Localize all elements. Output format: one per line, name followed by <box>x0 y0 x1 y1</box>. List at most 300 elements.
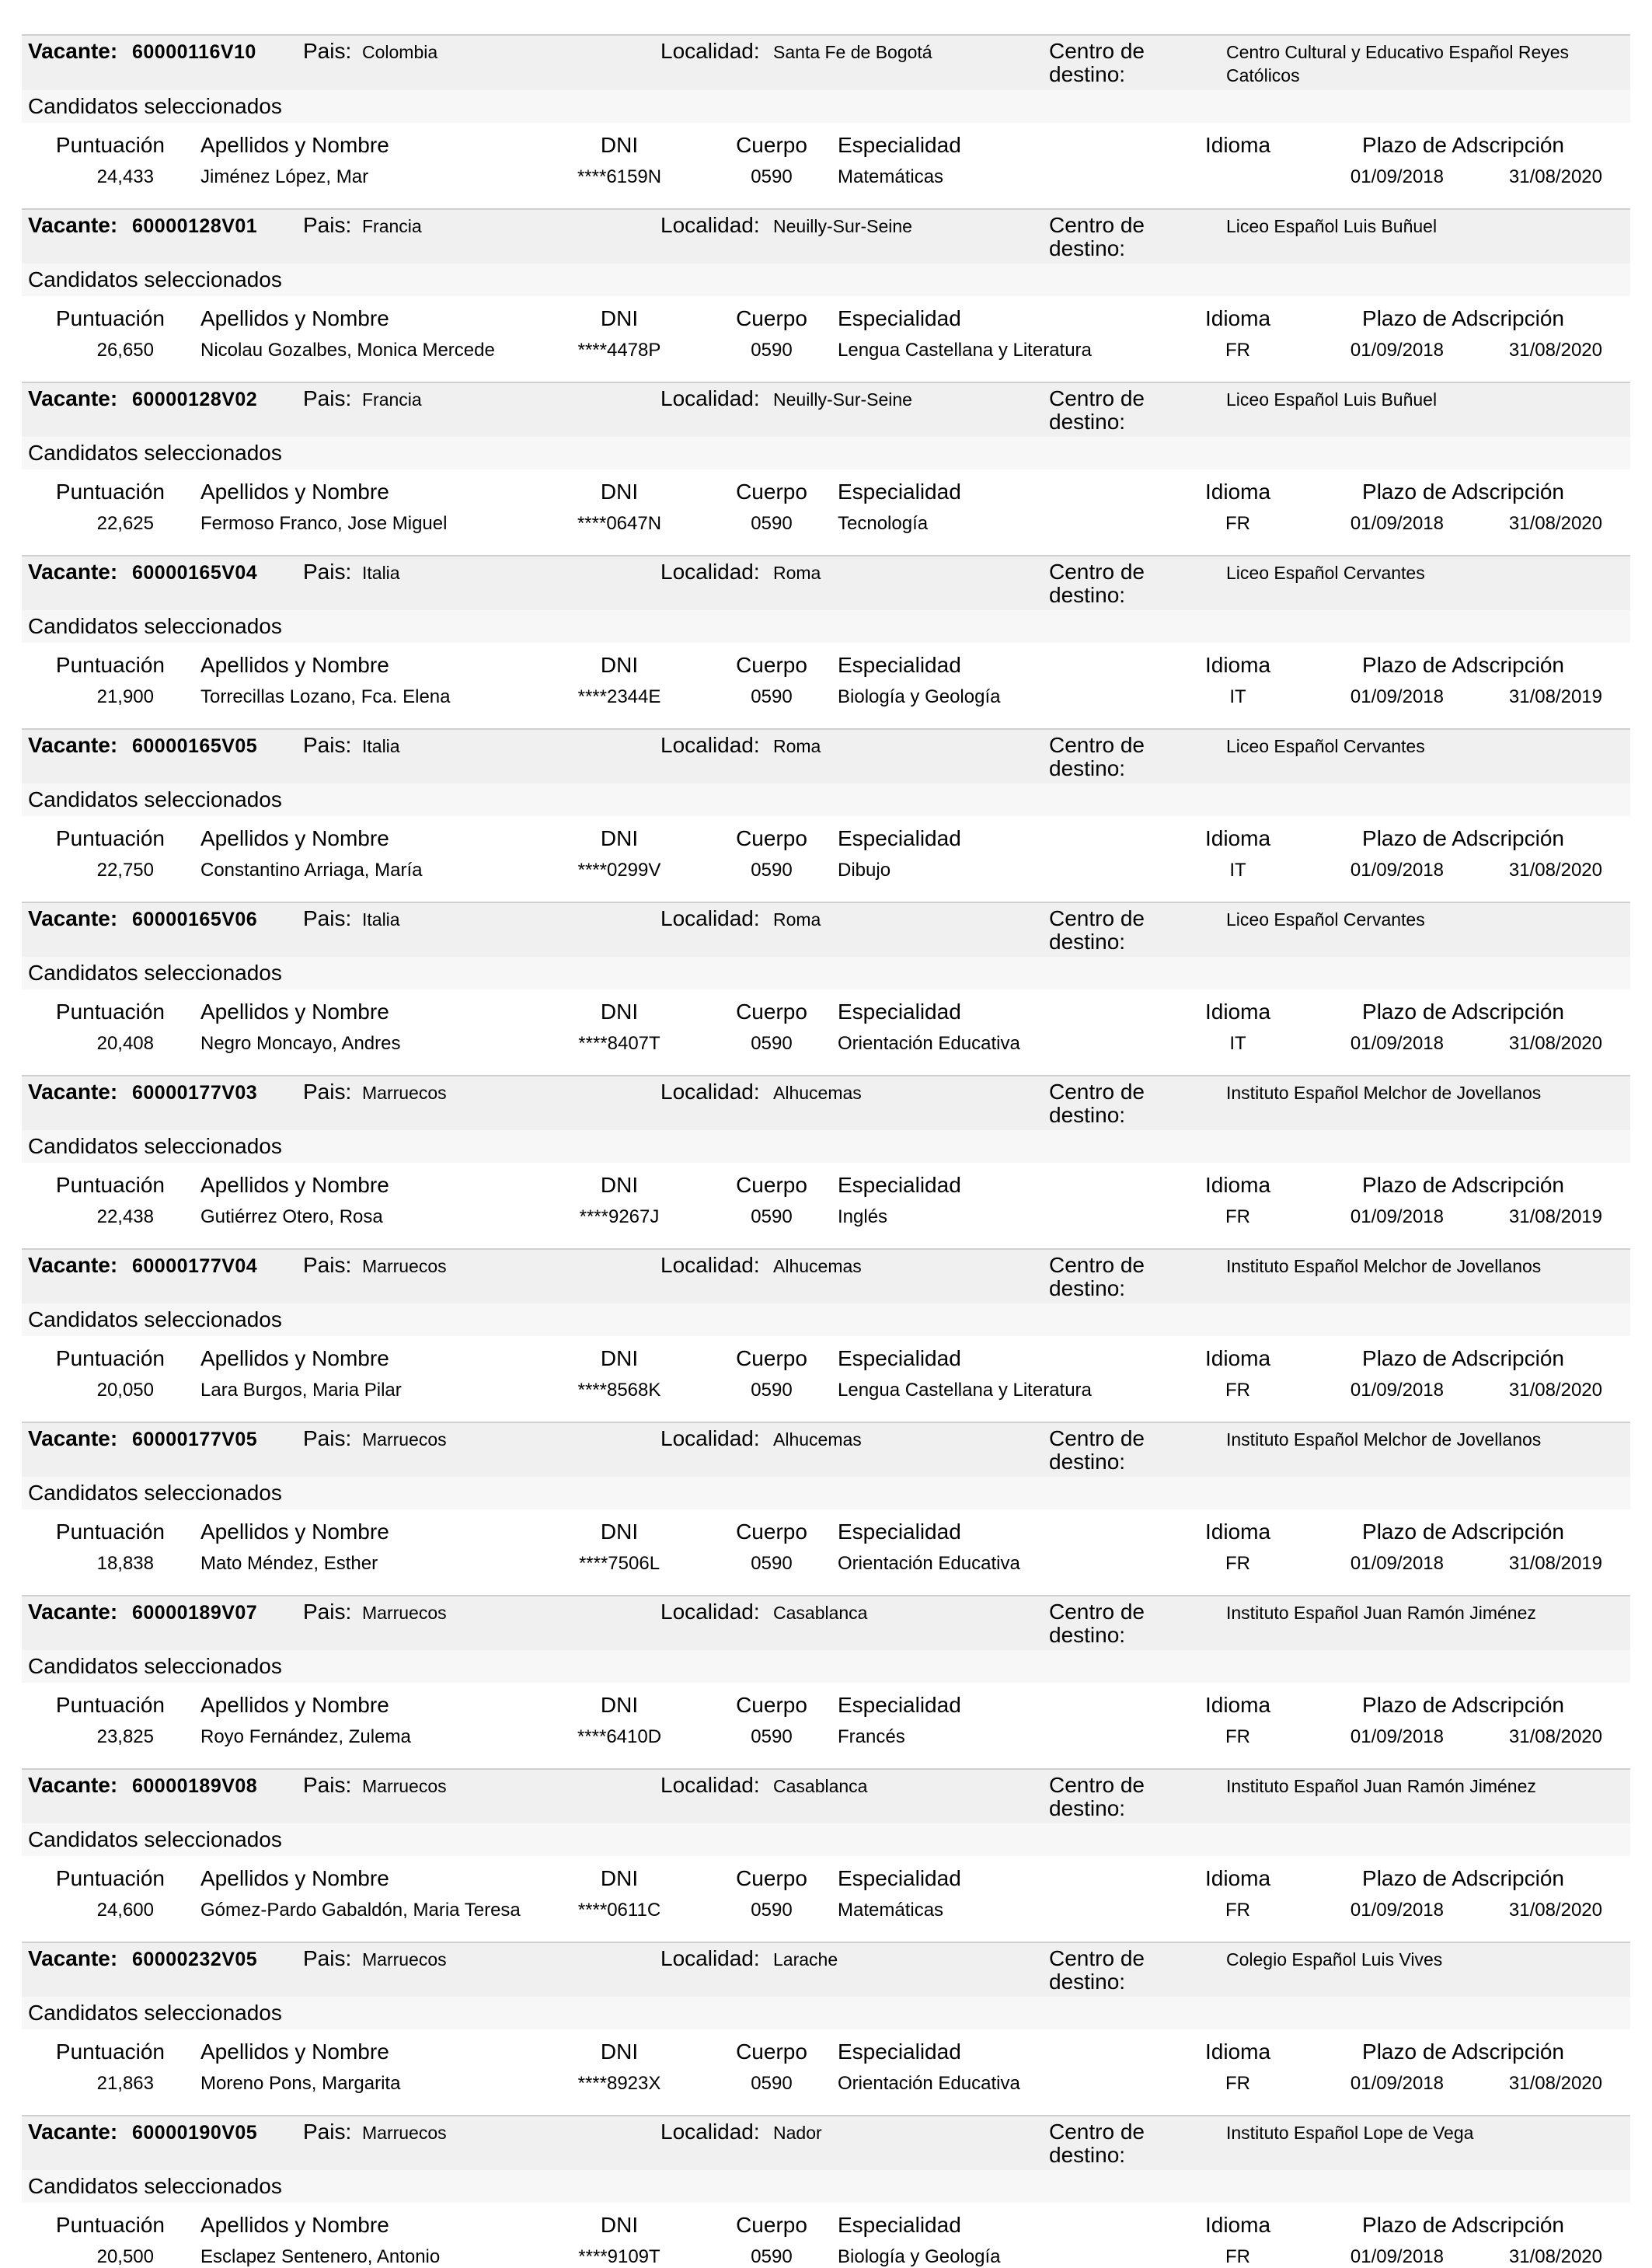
header-cuerpo: Cuerpo <box>736 1693 807 1717</box>
candidate-idioma: IT <box>1229 686 1246 707</box>
candidate-dni: ****0611C <box>577 1900 661 1921</box>
localidad-value: Casablanca <box>773 1603 868 1623</box>
header-plazo-adscripcion: Plazo de Adscripción <box>1362 826 1564 850</box>
candidate-especialidad: Orientación Educativa <box>838 2073 1020 2094</box>
centro-destino-label: Centro de destino: <box>1049 386 1145 434</box>
centro-destino-label: Centro de destino: <box>1049 2120 1145 2167</box>
candidate-plazo-inicio: 01/09/2018 <box>1350 1553 1444 1574</box>
localidad-value: Alhucemas <box>773 1083 862 1103</box>
header-especialidad: Especialidad <box>838 1520 961 1544</box>
candidatos-seleccionados-label: Candidatos seleccionados <box>28 267 282 291</box>
vacante-label: Vacante: <box>28 39 118 63</box>
candidate-nombre: Mato Méndez, Esther <box>200 1553 378 1574</box>
localidad-value: Roma <box>773 909 821 930</box>
header-idioma: Idioma <box>1204 133 1271 157</box>
header-plazo-adscripcion: Plazo de Adscripción <box>1362 480 1564 504</box>
candidate-idioma: FR <box>1225 1553 1250 1574</box>
vacancy-header-bar <box>22 208 1630 263</box>
header-apellidos-nombre: Apellidos y Nombre <box>200 2213 389 2237</box>
pais-label: Pais: <box>303 39 352 63</box>
pais-value: Marruecos <box>362 2123 447 2143</box>
header-dni: DNI <box>600 2039 639 2064</box>
candidate-plazo-fin: 31/08/2019 <box>1508 1553 1602 1574</box>
header-plazo-adscripcion: Plazo de Adscripción <box>1362 2213 1564 2237</box>
pais-label: Pais: <box>303 1946 352 1970</box>
candidate-plazo-fin: 31/08/2020 <box>1508 1033 1602 1054</box>
candidate-especialidad: Orientación Educativa <box>838 1553 1020 1574</box>
vacancy-block <box>22 2115 1630 2268</box>
header-cuerpo: Cuerpo <box>736 2213 807 2237</box>
candidate-table-header <box>22 1174 1630 1197</box>
candidate-table-header <box>22 307 1630 330</box>
centro-destino-label: Centro de destino: <box>1049 733 1145 780</box>
candidatos-seleccionados-label: Candidatos seleccionados <box>28 614 282 638</box>
header-dni: DNI <box>600 306 639 330</box>
candidate-cuerpo: 0590 <box>751 513 793 534</box>
candidate-puntuacion: 26,650 <box>96 340 154 361</box>
candidate-dni: ****8407T <box>578 1033 660 1054</box>
header-apellidos-nombre: Apellidos y Nombre <box>200 133 389 157</box>
vacancy-block <box>22 902 1630 1055</box>
candidate-row <box>22 340 1630 361</box>
candidate-cuerpo: 0590 <box>751 1380 793 1401</box>
header-puntuacion: Puntuación <box>55 133 165 157</box>
centro-destino-value: Liceo Español Cervantes <box>1226 736 1425 756</box>
pais-value: Marruecos <box>362 1776 447 1796</box>
candidate-especialidad: Lengua Castellana y Literatura <box>838 340 1092 361</box>
header-cuerpo: Cuerpo <box>736 306 807 330</box>
vacante-label: Vacante: <box>28 560 118 584</box>
centro-destino-value: Instituto Español Melchor de Jovellanos <box>1226 1083 1542 1103</box>
header-apellidos-nombre: Apellidos y Nombre <box>200 480 389 504</box>
candidate-nombre: Moreno Pons, Margarita <box>200 2073 401 2094</box>
candidate-dni: ****2344E <box>577 686 661 707</box>
centro-destino-value: Liceo Español Cervantes <box>1226 563 1425 583</box>
localidad-value: Alhucemas <box>773 1256 862 1276</box>
centro-destino-label: Centro de destino: <box>1049 1946 1145 1994</box>
candidate-plazo-inicio: 01/09/2018 <box>1350 1900 1444 1921</box>
header-puntuacion: Puntuación <box>55 1866 165 1890</box>
vacancy-header-bar <box>22 555 1630 610</box>
candidatos-seleccionados-label: Candidatos seleccionados <box>28 787 282 811</box>
candidatos-seleccionados-label: Candidatos seleccionados <box>28 1654 282 1678</box>
header-cuerpo: Cuerpo <box>736 2039 807 2064</box>
header-especialidad: Especialidad <box>838 826 961 850</box>
localidad-label: Localidad: <box>660 906 760 930</box>
centro-destino-label: Centro de destino: <box>1049 1080 1145 1127</box>
header-idioma: Idioma <box>1204 2039 1271 2064</box>
candidate-dni: ****9267J <box>579 1206 660 1227</box>
localidad-value: Santa Fe de Bogotá <box>773 42 932 62</box>
candidate-table-header <box>22 827 1630 850</box>
candidate-especialidad: Dibujo <box>838 860 891 881</box>
vacancy-code: 60000189V07 <box>132 1602 258 1624</box>
candidate-plazo-inicio: 01/09/2018 <box>1350 1033 1444 1054</box>
candidate-nombre: Esclapez Sentenero, Antonio <box>200 2246 441 2267</box>
vacancy-block <box>22 382 1630 535</box>
header-cuerpo: Cuerpo <box>736 1520 807 1544</box>
header-puntuacion: Puntuación <box>55 1520 165 1544</box>
candidate-table-header <box>22 1867 1630 1890</box>
pais-value: Italia <box>362 909 400 930</box>
header-cuerpo: Cuerpo <box>736 480 807 504</box>
candidate-dni: ****6410D <box>577 1726 662 1747</box>
vacancy-header-bar <box>22 728 1630 783</box>
candidate-row <box>22 1380 1630 1401</box>
pais-value: Francia <box>362 216 422 236</box>
centro-destino-label: Centro de destino: <box>1049 560 1145 607</box>
header-dni: DNI <box>600 1173 639 1197</box>
vacancy-code: 60000165V05 <box>132 735 258 757</box>
vacancy-code: 60000165V04 <box>132 562 258 584</box>
vacante-label: Vacante: <box>28 2120 118 2144</box>
pais-value: Marruecos <box>362 1429 447 1450</box>
vacante-label: Vacante: <box>28 1946 118 1970</box>
vacante-label: Vacante: <box>28 1253 118 1277</box>
vacante-label: Vacante: <box>28 906 118 930</box>
header-cuerpo: Cuerpo <box>736 653 807 677</box>
candidate-plazo-inicio: 01/09/2018 <box>1350 513 1444 534</box>
header-dni: DNI <box>600 1520 639 1544</box>
header-idioma: Idioma <box>1204 1520 1271 1544</box>
candidate-especialidad: Tecnología <box>838 513 929 534</box>
vacancy-header-bar <box>22 34 1630 90</box>
localidad-label: Localidad: <box>660 1946 760 1970</box>
centro-destino-value: Instituto Español Juan Ramón Jiménez <box>1226 1603 1536 1623</box>
candidatos-seleccionados-bar <box>22 1997 1630 2029</box>
header-apellidos-nombre: Apellidos y Nombre <box>200 1346 389 1370</box>
candidate-puntuacion: 20,408 <box>96 1033 154 1054</box>
header-idioma: Idioma <box>1204 826 1271 850</box>
pais-value: Marruecos <box>362 1083 447 1103</box>
pais-label: Pais: <box>303 1080 352 1104</box>
candidate-cuerpo: 0590 <box>751 686 793 707</box>
candidate-plazo-fin: 31/08/2020 <box>1508 1726 1602 1747</box>
candidate-cuerpo: 0590 <box>751 1900 793 1921</box>
header-puntuacion: Puntuación <box>55 480 165 504</box>
candidate-plazo-fin: 31/08/2019 <box>1508 1206 1602 1227</box>
header-plazo-adscripcion: Plazo de Adscripción <box>1362 133 1564 157</box>
candidate-nombre: Jiménez López, Mar <box>200 166 369 187</box>
candidate-nombre: Lara Burgos, Maria Pilar <box>200 1380 402 1401</box>
header-plazo-adscripcion: Plazo de Adscripción <box>1362 1520 1564 1544</box>
candidate-table-header <box>22 1000 1630 1024</box>
localidad-label: Localidad: <box>660 1253 760 1277</box>
pais-label: Pais: <box>303 906 352 930</box>
vacancy-header-bar <box>22 382 1630 437</box>
localidad-label: Localidad: <box>660 1600 760 1624</box>
localidad-label: Localidad: <box>660 560 760 584</box>
candidate-cuerpo: 0590 <box>751 2246 793 2267</box>
centro-destino-value: Centro Cultural y Educativo Español Reyes Católicos <box>1226 42 1570 85</box>
header-idioma: Idioma <box>1204 1346 1271 1370</box>
header-idioma: Idioma <box>1204 1866 1271 1890</box>
candidate-row <box>22 1033 1630 1055</box>
header-plazo-adscripcion: Plazo de Adscripción <box>1362 1693 1564 1717</box>
header-puntuacion: Puntuación <box>55 826 165 850</box>
vacancy-block <box>22 1595 1630 1748</box>
vacancy-block <box>22 728 1630 881</box>
candidate-puntuacion: 21,863 <box>96 2073 154 2094</box>
candidate-nombre: Negro Moncayo, Andres <box>200 1033 401 1054</box>
candidatos-seleccionados-label: Candidatos seleccionados <box>28 94 282 118</box>
vacancy-code: 60000165V06 <box>132 909 258 930</box>
candidate-dni: ****6159N <box>577 166 662 187</box>
header-apellidos-nombre: Apellidos y Nombre <box>200 1000 389 1024</box>
header-dni: DNI <box>600 1000 639 1024</box>
candidatos-seleccionados-bar <box>22 437 1630 469</box>
candidate-especialidad: Lengua Castellana y Literatura <box>838 1380 1092 1401</box>
candidate-nombre: Fermoso Franco, Jose Miguel <box>200 513 448 534</box>
candidate-puntuacion: 24,433 <box>96 166 154 187</box>
header-plazo-adscripcion: Plazo de Adscripción <box>1362 2039 1564 2064</box>
candidate-puntuacion: 20,500 <box>96 2246 154 2267</box>
vacancy-block <box>22 1942 1630 2095</box>
pais-value: Marruecos <box>362 1256 447 1276</box>
pais-value: Italia <box>362 736 400 756</box>
candidate-table-header <box>22 1347 1630 1370</box>
candidate-row <box>22 860 1630 881</box>
header-idioma: Idioma <box>1204 480 1271 504</box>
candidate-table-header <box>22 654 1630 677</box>
candidate-especialidad: Matemáticas <box>838 166 944 187</box>
pais-value: Francia <box>362 389 422 410</box>
pais-value: Marruecos <box>362 1603 447 1623</box>
candidatos-seleccionados-label: Candidatos seleccionados <box>28 1307 282 1331</box>
candidate-plazo-fin: 31/08/2020 <box>1508 2246 1602 2267</box>
header-especialidad: Especialidad <box>838 1866 961 1890</box>
header-apellidos-nombre: Apellidos y Nombre <box>200 306 389 330</box>
candidate-cuerpo: 0590 <box>751 2073 793 2094</box>
candidate-puntuacion: 18,838 <box>96 1553 154 1574</box>
header-plazo-adscripcion: Plazo de Adscripción <box>1362 1866 1564 1890</box>
pais-label: Pais: <box>303 213 352 237</box>
candidate-cuerpo: 0590 <box>751 860 793 881</box>
candidatos-seleccionados-label: Candidatos seleccionados <box>28 1134 282 1158</box>
candidate-idioma: FR <box>1225 340 1250 361</box>
header-especialidad: Especialidad <box>838 133 961 157</box>
candidate-plazo-inicio: 01/09/2018 <box>1350 1726 1444 1747</box>
vacancy-header-bar <box>22 1075 1630 1130</box>
pais-value: Marruecos <box>362 1949 447 1970</box>
vacante-label: Vacante: <box>28 386 118 410</box>
vacancy-header-bar <box>22 902 1630 957</box>
vacancy-code: 60000128V02 <box>132 389 258 410</box>
vacancy-code: 60000177V05 <box>132 1429 258 1450</box>
header-especialidad: Especialidad <box>838 1173 961 1197</box>
header-apellidos-nombre: Apellidos y Nombre <box>200 1173 389 1197</box>
candidate-plazo-inicio: 01/09/2018 <box>1350 340 1444 361</box>
pais-label: Pais: <box>303 1600 352 1624</box>
candidatos-seleccionados-bar <box>22 957 1630 989</box>
pais-label: Pais: <box>303 1773 352 1797</box>
header-dni: DNI <box>600 653 639 677</box>
header-apellidos-nombre: Apellidos y Nombre <box>200 1866 389 1890</box>
header-cuerpo: Cuerpo <box>736 1000 807 1024</box>
candidate-plazo-inicio: 01/09/2018 <box>1350 2246 1444 2267</box>
vacancy-header-bar <box>22 1768 1630 1823</box>
candidate-especialidad: Inglés <box>838 1206 888 1227</box>
localidad-value: Roma <box>773 563 821 583</box>
pais-value: Italia <box>362 563 400 583</box>
candidate-cuerpo: 0590 <box>751 1553 793 1574</box>
localidad-value: Casablanca <box>773 1776 868 1796</box>
pais-label: Pais: <box>303 386 352 410</box>
candidate-nombre: Torrecillas Lozano, Fca. Elena <box>200 686 451 707</box>
candidate-plazo-inicio: 01/09/2018 <box>1350 860 1444 881</box>
candidate-idioma: FR <box>1225 2246 1250 2267</box>
candidate-plazo-inicio: 01/09/2018 <box>1350 1380 1444 1401</box>
header-especialidad: Especialidad <box>838 1346 961 1370</box>
vacancy-header-bar <box>22 1248 1630 1303</box>
pais-label: Pais: <box>303 560 352 584</box>
header-puntuacion: Puntuación <box>55 1346 165 1370</box>
header-dni: DNI <box>600 2213 639 2237</box>
candidate-table-header <box>22 2040 1630 2064</box>
header-especialidad: Especialidad <box>838 1693 961 1717</box>
candidatos-seleccionados-bar <box>22 1477 1630 1509</box>
candidate-row <box>22 1206 1630 1228</box>
candidatos-seleccionados-label: Candidatos seleccionados <box>28 441 282 465</box>
candidate-row <box>22 1553 1630 1575</box>
candidatos-seleccionados-bar <box>22 1303 1630 1336</box>
candidate-row <box>22 2246 1630 2268</box>
candidate-especialidad: Matemáticas <box>838 1900 944 1921</box>
header-cuerpo: Cuerpo <box>736 1173 807 1197</box>
localidad-label: Localidad: <box>660 39 760 63</box>
vacancy-code: 60000177V04 <box>132 1255 258 1277</box>
candidate-idioma: FR <box>1225 2073 1250 2094</box>
candidate-table-header <box>22 480 1630 504</box>
header-idioma: Idioma <box>1204 1173 1271 1197</box>
candidate-plazo-fin: 31/08/2020 <box>1508 860 1602 881</box>
header-especialidad: Especialidad <box>838 480 961 504</box>
centro-destino-value: Liceo Español Luis Buñuel <box>1226 389 1438 410</box>
centro-destino-value: Liceo Español Luis Buñuel <box>1226 216 1438 236</box>
candidate-idioma: FR <box>1225 513 1250 534</box>
centro-destino-label: Centro de destino: <box>1049 1253 1145 1300</box>
candidate-row <box>22 1726 1630 1748</box>
candidate-table-header <box>22 1694 1630 1717</box>
candidatos-seleccionados-bar <box>22 1650 1630 1683</box>
centro-destino-value: Instituto Español Melchor de Jovellanos <box>1226 1429 1542 1450</box>
candidatos-seleccionados-bar <box>22 1130 1630 1163</box>
header-idioma: Idioma <box>1204 1000 1271 1024</box>
centro-destino-value: Colegio Español Luis Vives <box>1226 1949 1443 1970</box>
candidate-table-header <box>22 2214 1630 2237</box>
candidate-puntuacion: 20,050 <box>96 1380 154 1401</box>
candidate-table-header <box>22 1520 1630 1544</box>
pais-value: Colombia <box>362 42 438 62</box>
header-puntuacion: Puntuación <box>55 1173 165 1197</box>
header-dni: DNI <box>600 133 639 157</box>
localidad-value: Neuilly-Sur-Seine <box>773 389 912 410</box>
header-plazo-adscripcion: Plazo de Adscripción <box>1362 1173 1564 1197</box>
localidad-label: Localidad: <box>660 2120 760 2144</box>
vacante-label: Vacante: <box>28 213 118 237</box>
candidate-idioma: FR <box>1225 1726 1250 1747</box>
candidatos-seleccionados-label: Candidatos seleccionados <box>28 1827 282 1851</box>
header-apellidos-nombre: Apellidos y Nombre <box>200 653 389 677</box>
centro-destino-value: Instituto Español Juan Ramón Jiménez <box>1226 1776 1536 1796</box>
pais-label: Pais: <box>303 2120 352 2144</box>
candidate-plazo-fin: 31/08/2020 <box>1508 166 1602 187</box>
pais-label: Pais: <box>303 1253 352 1277</box>
candidate-dni: ****4478P <box>577 340 661 361</box>
centro-destino-label: Centro de destino: <box>1049 213 1145 260</box>
localidad-value: Roma <box>773 736 821 756</box>
header-especialidad: Especialidad <box>838 2039 961 2064</box>
candidate-plazo-inicio: 01/09/2018 <box>1350 686 1444 707</box>
vacancy-list <box>22 34 1630 2268</box>
vacancy-code: 60000177V03 <box>132 1082 258 1104</box>
candidate-plazo-fin: 31/08/2020 <box>1508 513 1602 534</box>
vacancy-code: 60000116V10 <box>132 41 256 63</box>
candidate-cuerpo: 0590 <box>751 1206 793 1227</box>
candidate-plazo-fin: 31/08/2019 <box>1508 686 1602 707</box>
header-idioma: Idioma <box>1204 1693 1271 1717</box>
candidatos-seleccionados-bar <box>22 2170 1630 2203</box>
header-plazo-adscripcion: Plazo de Adscripción <box>1362 1346 1564 1370</box>
candidate-puntuacion: 22,625 <box>96 513 154 534</box>
header-plazo-adscripcion: Plazo de Adscripción <box>1362 653 1564 677</box>
candidate-idioma: FR <box>1225 1900 1250 1921</box>
candidatos-seleccionados-bar <box>22 783 1630 816</box>
vacancy-block <box>22 555 1630 708</box>
vacante-label: Vacante: <box>28 1773 118 1797</box>
header-especialidad: Especialidad <box>838 2213 961 2237</box>
header-cuerpo: Cuerpo <box>736 1866 807 1890</box>
vacancy-block <box>22 34 1630 188</box>
header-idioma: Idioma <box>1204 653 1271 677</box>
vacancy-code: 60000128V01 <box>132 215 258 237</box>
candidate-dni: ****0647N <box>577 513 662 534</box>
candidate-idioma: IT <box>1229 1033 1246 1054</box>
candidate-puntuacion: 21,900 <box>96 686 154 707</box>
centro-destino-value: Instituto Español Melchor de Jovellanos <box>1226 1256 1542 1276</box>
centro-destino-value: Instituto Español Lope de Vega <box>1226 2123 1474 2143</box>
vacancy-block <box>22 1248 1630 1401</box>
candidatos-seleccionados-bar <box>22 610 1630 643</box>
candidatos-seleccionados-label: Candidatos seleccionados <box>28 2174 282 2198</box>
candidate-dni: ****9109T <box>578 2246 660 2267</box>
header-plazo-adscripcion: Plazo de Adscripción <box>1362 306 1564 330</box>
header-cuerpo: Cuerpo <box>736 1346 807 1370</box>
header-apellidos-nombre: Apellidos y Nombre <box>200 1520 389 1544</box>
vacante-label: Vacante: <box>28 733 118 757</box>
vacancy-header-bar <box>22 1422 1630 1477</box>
candidate-idioma: IT <box>1229 860 1246 881</box>
candidate-plazo-inicio: 01/09/2018 <box>1350 2073 1444 2094</box>
candidate-row <box>22 513 1630 535</box>
candidate-row <box>22 686 1630 708</box>
header-puntuacion: Puntuación <box>55 306 165 330</box>
header-apellidos-nombre: Apellidos y Nombre <box>200 2039 389 2064</box>
pais-label: Pais: <box>303 1426 352 1450</box>
localidad-label: Localidad: <box>660 733 760 757</box>
header-puntuacion: Puntuación <box>55 1693 165 1717</box>
header-dni: DNI <box>600 826 639 850</box>
candidatos-seleccionados-bar <box>22 90 1630 123</box>
candidate-especialidad: Orientación Educativa <box>838 1033 1020 1054</box>
header-puntuacion: Puntuación <box>55 653 165 677</box>
localidad-value: Alhucemas <box>773 1429 862 1450</box>
header-puntuacion: Puntuación <box>55 1000 165 1024</box>
header-especialidad: Especialidad <box>838 306 961 330</box>
candidatos-seleccionados-bar <box>22 1823 1630 1856</box>
candidate-especialidad: Biología y Geología <box>838 686 1001 707</box>
candidate-cuerpo: 0590 <box>751 340 793 361</box>
